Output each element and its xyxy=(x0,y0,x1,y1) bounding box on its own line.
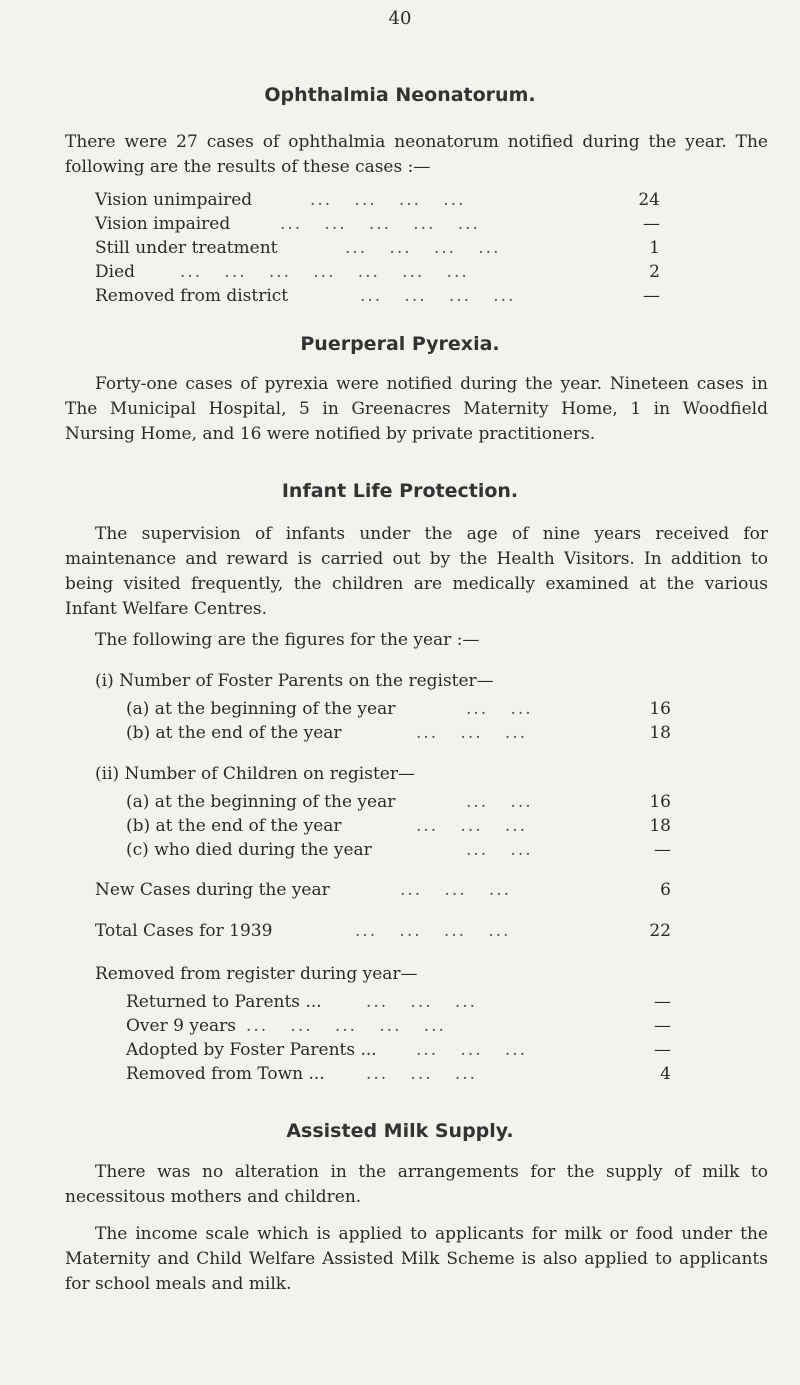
foster-row: (b) at the end of the year ... ... ... 18 xyxy=(126,723,671,743)
figures-intro: The following are the figures for the year :— xyxy=(95,630,480,650)
row-label: Vision unimpaired xyxy=(95,190,253,210)
row-label: New Cases during the year xyxy=(95,880,330,900)
row-label: Total Cases for 1939 xyxy=(95,921,273,941)
ophthalmia-row: Vision impaired ... ... ... ... ... — xyxy=(95,214,660,234)
removed-row: Removed from Town ... ... ... ... 4 xyxy=(126,1064,671,1084)
milk-title: Assisted Milk Supply. xyxy=(286,1120,514,1142)
ophthalmia-row: Died ... ... ... ... ... ... ... 2 xyxy=(95,262,660,282)
puerperal-title: Puerperal Pyrexia. xyxy=(300,333,500,355)
row-value: 1 xyxy=(649,238,660,258)
removed-row: Adopted by Foster Parents ... ... ... ... — xyxy=(126,1040,671,1060)
row-label: (a) at the beginning of the year xyxy=(126,699,396,719)
children-row: (c) who died during the year ... ... — xyxy=(126,840,671,860)
row-value: 6 xyxy=(660,880,671,900)
children-row: (a) at the beginning of the year ... ... 16 xyxy=(126,792,671,812)
puerperal-text: Forty-one cases of pyrexia were notified during the year. Nineteen cases in The Municipal Hospital, 5 in Greenacres Maternity Home, 1 in Woodfield Nursing Home, and 16 were notified by private practitioners. xyxy=(65,374,768,444)
total-cases-row: Total Cases for 1939 ... ... ... ... 22 xyxy=(95,921,671,941)
infant-text: The supervision of infants under the age of nine years received for maintenance and reward is carried out by the Health Visitors. In addition to being visited frequently, the children are medically examined at the various Infant Welfare Centres. xyxy=(65,524,768,619)
children-heading: (ii) Number of Children on register— xyxy=(95,764,415,784)
row-value: 4 xyxy=(660,1064,671,1084)
row-value: — xyxy=(654,1040,671,1060)
page-number: 40 xyxy=(388,8,412,29)
row-value: 16 xyxy=(649,792,671,812)
row-label: Returned to Parents ... xyxy=(126,992,322,1012)
row-label: Vision impaired xyxy=(95,214,231,234)
ophthalmia-row: Removed from district ... ... ... ... — xyxy=(95,286,660,306)
removed-row: Over 9 years ... ... ... ... ... — xyxy=(126,1016,671,1036)
row-label: Over 9 years xyxy=(126,1016,237,1036)
children-row: (b) at the end of the year ... ... ... 18 xyxy=(126,816,671,836)
row-value: — xyxy=(643,214,660,234)
ophthalmia-row: Vision unimpaired ... ... ... ... 24 xyxy=(95,190,660,210)
ophthalmia-row: Still under treatment ... ... ... ... 1 xyxy=(95,238,660,258)
row-label: (b) at the end of the year xyxy=(126,816,342,836)
removed-row: Returned to Parents ... ... ... ... — xyxy=(126,992,671,1012)
row-value: 2 xyxy=(649,262,660,282)
ophthalmia-title: Ophthalmia Neonatorum. xyxy=(264,84,536,106)
row-value: — xyxy=(654,1016,671,1036)
ophthalmia-intro: There were 27 cases of ophthalmia neonatorum notified during the year. The following are the results of these cases :— xyxy=(65,132,768,177)
row-value: — xyxy=(654,992,671,1012)
row-label: (b) at the end of the year xyxy=(126,723,342,743)
foster-heading: (i) Number of Foster Parents on the register— xyxy=(95,671,494,691)
new-cases-row: New Cases during the year ... ... ... 6 xyxy=(95,880,671,900)
row-value: 16 xyxy=(649,699,671,719)
row-value: — xyxy=(643,286,660,306)
row-label: Died xyxy=(95,262,136,282)
milk-text-1: There was no alteration in the arrangements for the supply of milk to necessitous mothers and children. xyxy=(65,1162,768,1207)
row-label: Removed from Town ... xyxy=(126,1064,325,1084)
row-label: (a) at the beginning of the year xyxy=(126,792,396,812)
row-value: 18 xyxy=(649,816,671,836)
row-label: Adopted by Foster Parents ... xyxy=(126,1040,377,1060)
removed-heading: Removed from register during year— xyxy=(95,964,418,984)
row-value: — xyxy=(654,840,671,860)
row-value: 24 xyxy=(638,190,660,210)
row-value: 22 xyxy=(649,921,671,941)
row-label: Removed from district xyxy=(95,286,289,306)
row-value: 18 xyxy=(649,723,671,743)
milk-text-2: The income scale which is applied to applicants for milk or food under the Maternity and Child Welfare Assisted Milk Scheme is also applied to applicants for school meals and milk. xyxy=(65,1224,768,1294)
row-label: Still under treatment xyxy=(95,238,278,258)
foster-row: (a) at the beginning of the year ... ... 16 xyxy=(126,699,671,719)
row-label: (c) who died during the year xyxy=(126,840,372,860)
infant-title: Infant Life Protection. xyxy=(281,480,519,502)
